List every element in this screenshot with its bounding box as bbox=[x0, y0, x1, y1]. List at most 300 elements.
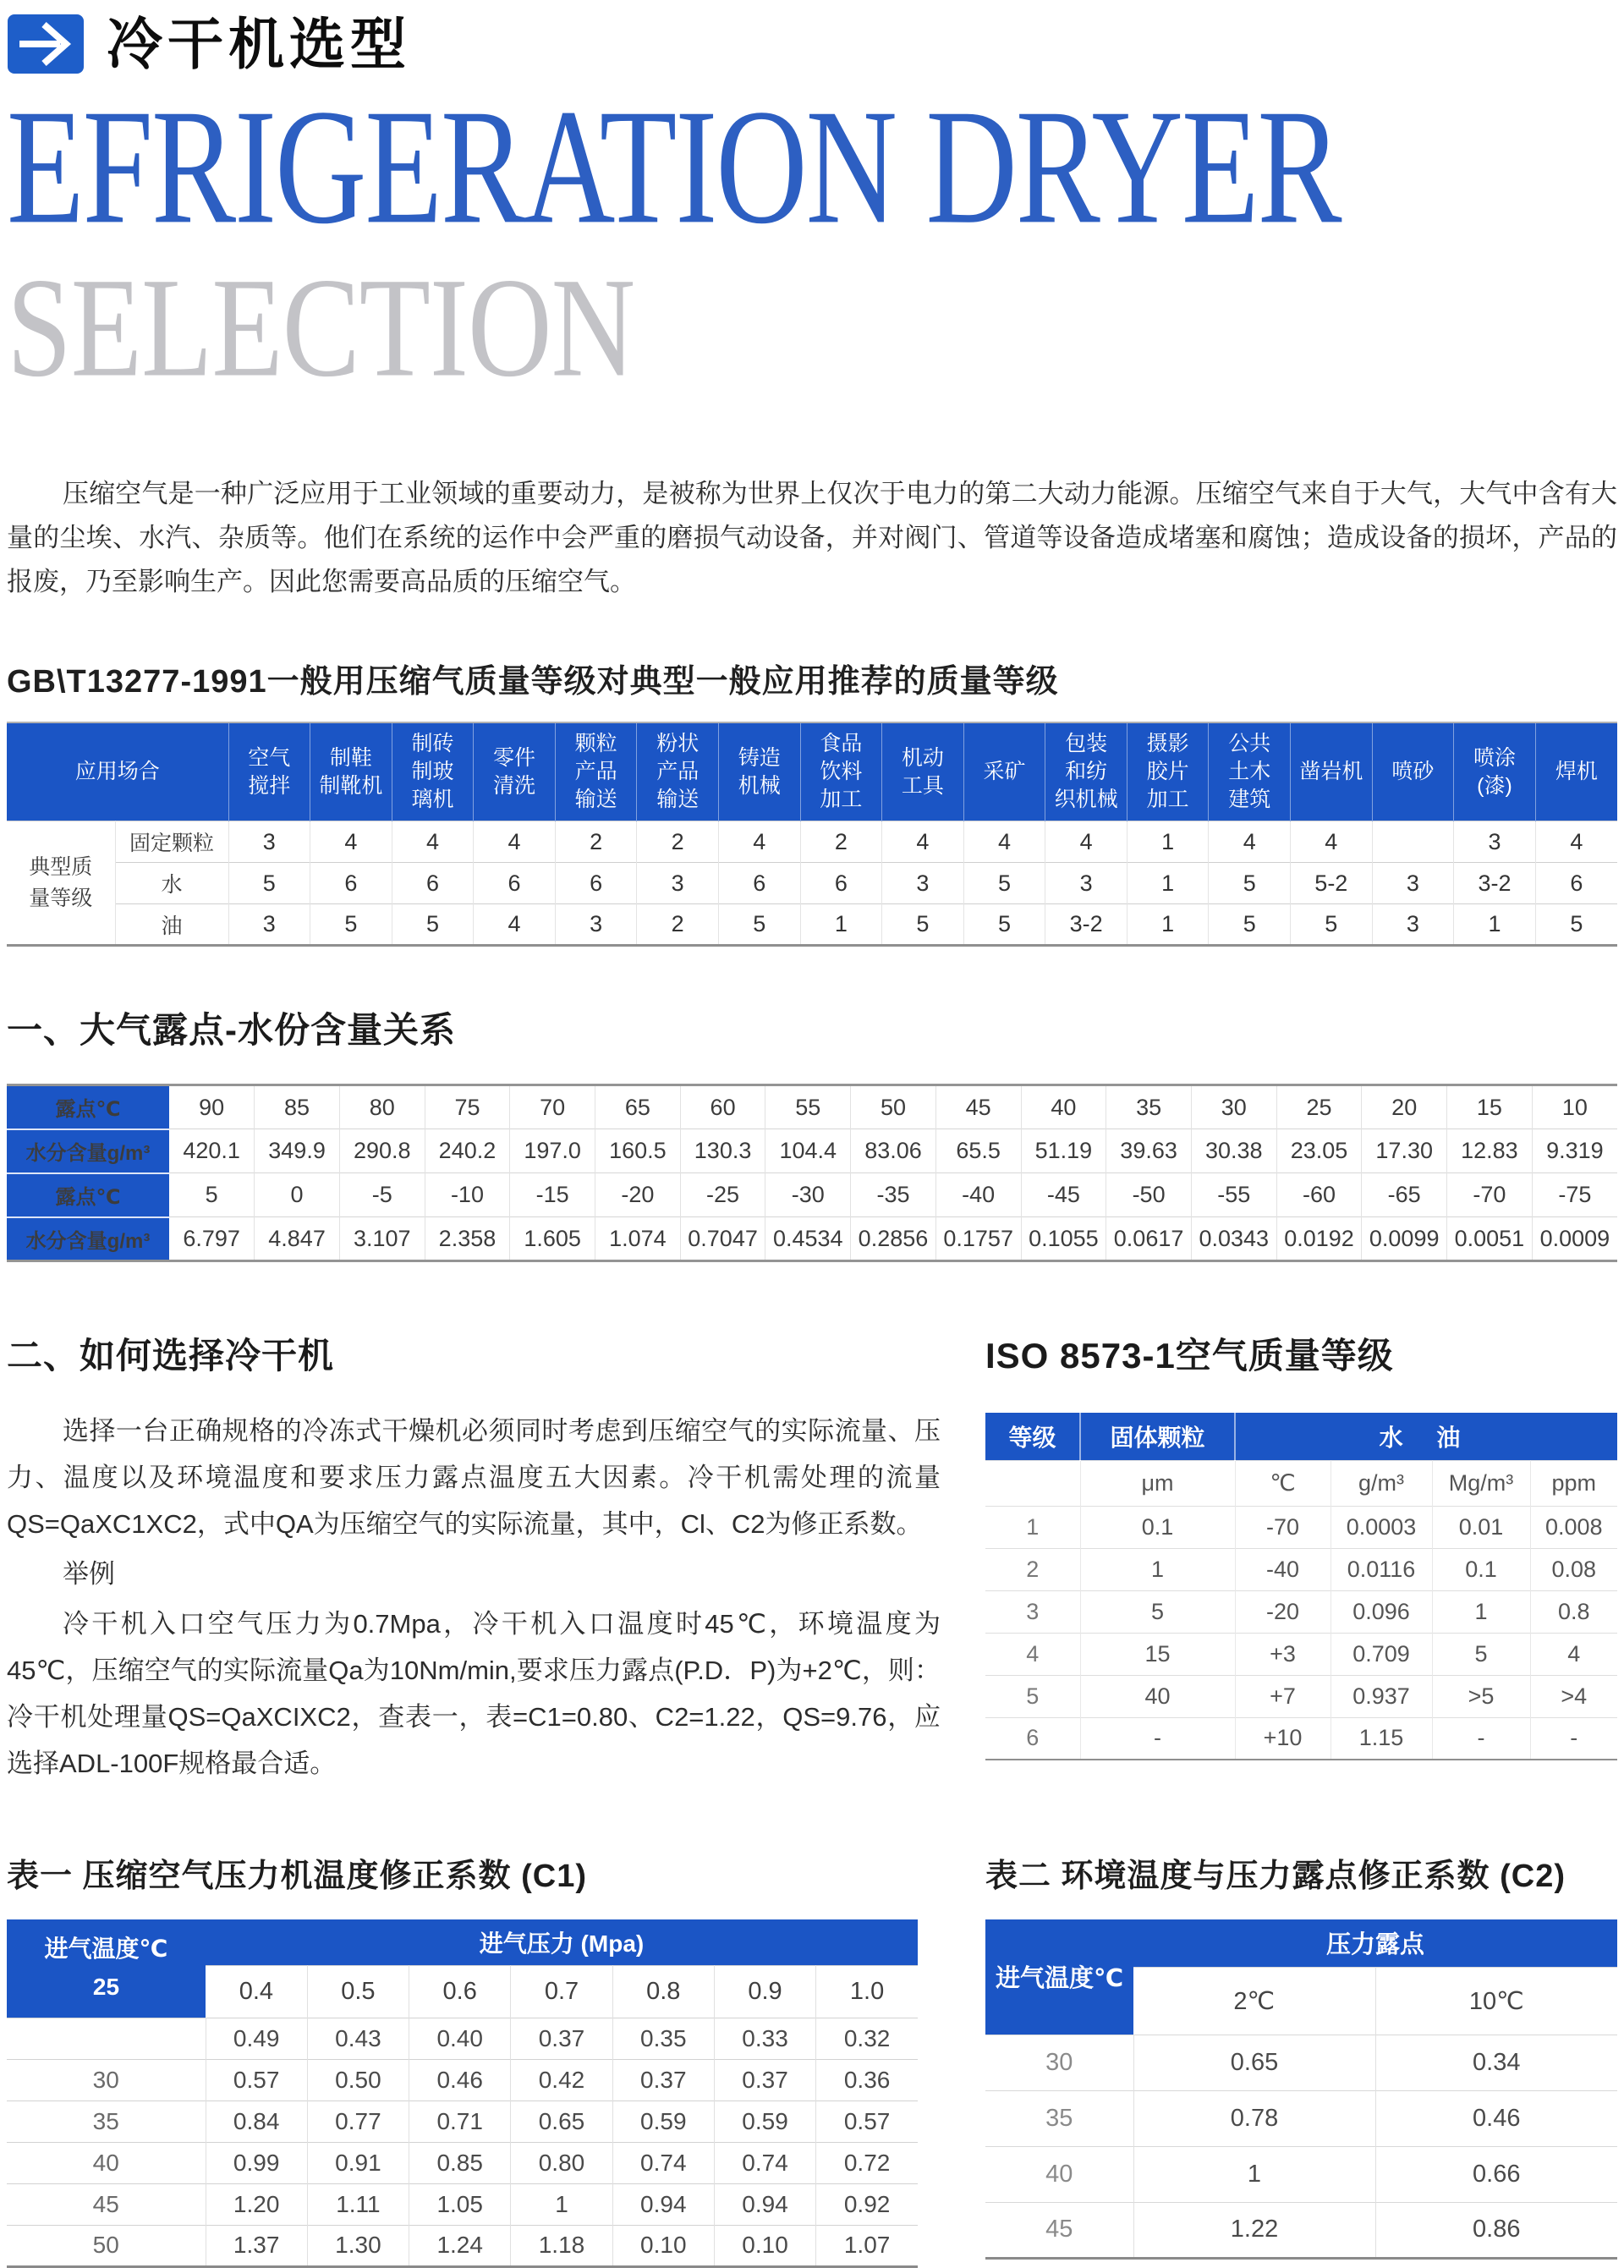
dewpoint-value-cell: -25 bbox=[680, 1173, 765, 1217]
dewpoint-value-cell: 197.0 bbox=[510, 1129, 595, 1173]
dewpoint-value-cell: 51.19 bbox=[1021, 1129, 1106, 1173]
t1-value-cell: 0.59 bbox=[612, 2101, 714, 2142]
gb-value-cell: 6 bbox=[718, 863, 800, 904]
dewpoint-value-cell: 0.2856 bbox=[851, 1217, 936, 1261]
dewpoint-value-cell: 0 bbox=[255, 1173, 340, 1217]
dewpoint-value-cell: 1.605 bbox=[510, 1217, 595, 1261]
dewpoint-value-cell: 75 bbox=[425, 1085, 510, 1129]
iso-value-cell: 4 bbox=[1530, 1633, 1617, 1675]
t1-value-cell: 1.24 bbox=[409, 2225, 511, 2266]
gb-column-header: 空气 搅拌 bbox=[228, 722, 310, 821]
t1-value-cell: 0.74 bbox=[612, 2142, 714, 2183]
table-row bbox=[985, 1590, 1617, 1633]
gb-column-header: 零件 清洗 bbox=[474, 722, 556, 821]
table-row bbox=[7, 1173, 1617, 1217]
gb-value-cell: 2 bbox=[800, 821, 882, 863]
gb-corner-cell: 应用场合 bbox=[7, 722, 228, 821]
table-row bbox=[7, 2183, 918, 2225]
gb-value-cell: 4 bbox=[1209, 821, 1291, 863]
arrow-right-icon bbox=[7, 14, 85, 74]
gb-value-cell: 4 bbox=[718, 821, 800, 863]
dewpoint-value-cell: 39.63 bbox=[1106, 1129, 1192, 1173]
gb-value-cell: 3 bbox=[637, 863, 719, 904]
t1-value-cell: 0.94 bbox=[612, 2183, 714, 2225]
iso-value-cell: 0.1 bbox=[1080, 1506, 1235, 1548]
section1-title: 一、大气露点-水份含量关系 bbox=[7, 1010, 456, 1050]
gb-value-cell: 5 bbox=[1209, 904, 1291, 946]
dewpoint-value-cell: 30.38 bbox=[1191, 1129, 1276, 1173]
title-english-line2: SELECTION bbox=[7, 248, 635, 407]
table-row bbox=[7, 1919, 918, 1965]
gb-row-label: 固定颗粒 bbox=[115, 821, 228, 863]
t1-value-cell: 0.80 bbox=[511, 2142, 612, 2183]
table-row bbox=[985, 1633, 1617, 1675]
gb-row-label: 水 bbox=[115, 863, 228, 904]
t1-value-cell: 0.43 bbox=[307, 2018, 409, 2059]
gb-column-header: 食品 饮料 加工 bbox=[800, 722, 882, 821]
t2-value-cell: 0.34 bbox=[1375, 2035, 1617, 2090]
t1-value-cell: 0.42 bbox=[511, 2059, 612, 2101]
t1-value-cell: 0.71 bbox=[409, 2101, 511, 2142]
gb-value-cell: 3 bbox=[1045, 863, 1127, 904]
selection-paragraph: 选择一台正确规格的冷冻式干燥机必须同时考虑到压缩空气的实际流量、压力、温度以及环境温度和要求压力露点温度五大因素。冷干机需处理的流量QS=QaXC1XC2，式中QA为压缩空气的实际流量，其中，Cl、C2为修正系数。 bbox=[7, 1416, 941, 1539]
t2-temp-label: 35 bbox=[985, 2090, 1133, 2146]
dewpoint-value-cell: 45 bbox=[935, 1085, 1021, 1129]
dewpoint-value-cell: 2.358 bbox=[425, 1217, 510, 1261]
dewpoint-value-cell: -15 bbox=[510, 1173, 595, 1217]
gb-column-header: 制鞋 制靴机 bbox=[310, 722, 392, 821]
iso-value-cell: 0.008 bbox=[1530, 1506, 1617, 1548]
iso-value-cell: +10 bbox=[1235, 1717, 1330, 1760]
t1-value-cell: 0.36 bbox=[816, 2059, 918, 2101]
t1-value-cell: 1.11 bbox=[307, 2183, 409, 2225]
dewpoint-value-cell: 35 bbox=[1106, 1085, 1192, 1129]
iso-value-cell: 0.0003 bbox=[1330, 1506, 1432, 1548]
t1-pressure-cell: 1.0 bbox=[816, 1965, 918, 2018]
gb-value-cell: 5 bbox=[963, 863, 1045, 904]
gb-value-cell: 4 bbox=[1291, 821, 1373, 863]
t2-dewpoint-cell: 2℃ bbox=[1133, 1967, 1375, 2035]
iso-value-cell: 0.709 bbox=[1330, 1633, 1432, 1675]
dewpoint-value-cell: 12.83 bbox=[1447, 1129, 1533, 1173]
t1-value-cell: 0.74 bbox=[714, 2142, 815, 2183]
gb-value-cell: 2 bbox=[555, 821, 637, 863]
dewpoint-value-cell: 4.847 bbox=[255, 1217, 340, 1261]
t1-pressure-cell: 0.4 bbox=[206, 1965, 307, 2018]
iso-value-cell: >4 bbox=[1530, 1675, 1617, 1717]
gb-column-header: 粉状 产品 输送 bbox=[637, 722, 719, 821]
t1-pressure-cell: 0.6 bbox=[409, 1965, 511, 2018]
example-paragraph: 冷干机入口空气压力为0.7Mpa，冷干机入口温度时45℃，环境温度为45℃，压缩空气的实际流量Qa为10Nm/min,要求压力露点(P.D．P)为+2℃，则：冷干机处理量QS=QaXCIXC2，查表一，表=C1=0.80、C2=1.22，QS=9.76，应选择ADL-100F规格最合适。 bbox=[7, 1609, 941, 1778]
dewpoint-value-cell: 0.4534 bbox=[765, 1217, 851, 1261]
title-english-line1: EFRIGERATION DRYER bbox=[7, 75, 1341, 259]
dewpoint-row-label: 水分含量g/m³ bbox=[7, 1217, 169, 1261]
dewpoint-table bbox=[7, 1084, 1617, 1262]
t1-value-cell: 1.30 bbox=[307, 2225, 409, 2266]
iso-particles-header: 固体颗粒 bbox=[1080, 1413, 1235, 1460]
iso-quality-table bbox=[985, 1413, 1617, 1760]
gb-value-cell: 1 bbox=[1127, 904, 1209, 946]
gb-value-cell: 5 bbox=[963, 904, 1045, 946]
t1-value-cell: 0.59 bbox=[714, 2101, 815, 2142]
t1-value-cell: 0.77 bbox=[307, 2101, 409, 2142]
t1-temp-label bbox=[7, 2018, 206, 2059]
gb-value-cell: 1 bbox=[1127, 863, 1209, 904]
gb-value-cell: 3 bbox=[882, 863, 964, 904]
t1-pressure-cell: 0.8 bbox=[612, 1965, 714, 2018]
t1-value-cell: 0.57 bbox=[206, 2059, 307, 2101]
dewpoint-value-cell: 3.107 bbox=[339, 1217, 425, 1261]
dewpoint-value-cell: -65 bbox=[1362, 1173, 1447, 1217]
table-row bbox=[7, 2101, 918, 2142]
dewpoint-value-cell: 349.9 bbox=[255, 1129, 340, 1173]
gb-value-cell: 4 bbox=[882, 821, 964, 863]
c1-column bbox=[7, 1849, 918, 2268]
t2-value-cell: 0.46 bbox=[1375, 2090, 1617, 2146]
t1-value-cell: 0.35 bbox=[612, 2018, 714, 2059]
table-row bbox=[985, 1717, 1617, 1760]
dewpoint-value-cell: -10 bbox=[425, 1173, 510, 1217]
dewpoint-value-cell: 55 bbox=[765, 1085, 851, 1129]
t2-value-cell: 0.66 bbox=[1375, 2146, 1617, 2202]
gb-value-cell: 6 bbox=[392, 863, 474, 904]
dewpoint-value-cell: 1.074 bbox=[595, 1217, 681, 1261]
dewpoint-row-label: 露点℃ bbox=[7, 1085, 169, 1129]
t2-temp-label: 45 bbox=[985, 2202, 1133, 2258]
iso-table-title: ISO 8573-1空气质量等级 bbox=[985, 1336, 1394, 1376]
t1-value-cell: 0.37 bbox=[511, 2018, 612, 2059]
gb-column-header: 包装 和纺 织机械 bbox=[1045, 722, 1127, 821]
dewpoint-value-cell: -45 bbox=[1021, 1173, 1106, 1217]
iso-value-cell: -70 bbox=[1235, 1506, 1330, 1548]
t1-value-cell: 0.91 bbox=[307, 2142, 409, 2183]
selection-guide-column bbox=[7, 1328, 941, 1787]
dewpoint-value-cell: 85 bbox=[255, 1085, 340, 1129]
gb-value-cell: 3 bbox=[1372, 863, 1454, 904]
dewpoint-value-cell: 0.7047 bbox=[680, 1217, 765, 1261]
dewpoint-value-cell: 40 bbox=[1021, 1085, 1106, 1129]
dewpoint-value-cell: 6.797 bbox=[169, 1217, 255, 1261]
t1-value-cell: 0.46 bbox=[409, 2059, 511, 2101]
iso-value-cell: 0.1 bbox=[1432, 1548, 1530, 1590]
dewpoint-value-cell: 20 bbox=[1362, 1085, 1447, 1129]
t1-temp-label: 30 bbox=[7, 2059, 206, 2101]
dewpoint-value-cell: 9.319 bbox=[1532, 1129, 1617, 1173]
gb-value-cell: 6 bbox=[555, 863, 637, 904]
iso-value-cell: -40 bbox=[1235, 1548, 1330, 1590]
dewpoint-value-cell: 65 bbox=[595, 1085, 681, 1129]
gb-value-cell: 5 bbox=[228, 863, 310, 904]
bottom-columns bbox=[7, 1849, 1617, 2268]
dewpoint-value-cell: 0.0009 bbox=[1532, 1217, 1617, 1261]
t1-pressure-cell: 0.9 bbox=[714, 1965, 815, 2018]
dewpoint-value-cell: 0.0617 bbox=[1106, 1217, 1192, 1261]
gb-value-cell: 2 bbox=[637, 904, 719, 946]
gb-value-cell: 5 bbox=[310, 904, 392, 946]
iso-value-cell: 0.8 bbox=[1530, 1590, 1617, 1633]
dewpoint-value-cell: 0.0051 bbox=[1447, 1217, 1533, 1261]
table-row bbox=[7, 863, 1617, 904]
table-row bbox=[985, 2146, 1617, 2202]
gb-column-header: 焊机 bbox=[1535, 722, 1617, 821]
t1-value-cell: 0.40 bbox=[409, 2018, 511, 2059]
t1-value-cell: 0.10 bbox=[714, 2225, 815, 2266]
t1-value-cell: 0.65 bbox=[511, 2101, 612, 2142]
iso-value-cell: -20 bbox=[1235, 1590, 1330, 1633]
dewpoint-value-cell: 65.5 bbox=[935, 1129, 1021, 1173]
gb-value-cell: 5 bbox=[718, 904, 800, 946]
table-row bbox=[7, 1129, 1617, 1173]
t1-value-cell: 0.72 bbox=[816, 2142, 918, 2183]
t2-dewpoint-cell: 10℃ bbox=[1375, 1967, 1617, 2035]
dewpoint-value-cell: 5 bbox=[169, 1173, 255, 1217]
iso-value-cell: - bbox=[1530, 1717, 1617, 1760]
table-row bbox=[985, 2035, 1617, 2090]
gb-value-cell: 3 bbox=[228, 904, 310, 946]
dewpoint-value-cell: 60 bbox=[680, 1085, 765, 1129]
dewpoint-value-cell: 25 bbox=[1276, 1085, 1362, 1129]
gb-value-cell: 6 bbox=[474, 863, 556, 904]
iso-value-cell: 0.08 bbox=[1530, 1548, 1617, 1590]
t2-value-cell: 1.22 bbox=[1133, 2202, 1375, 2258]
t1-temp-label: 35 bbox=[7, 2101, 206, 2142]
dewpoint-value-cell: -20 bbox=[595, 1173, 681, 1217]
middle-columns bbox=[7, 1328, 1617, 1787]
gb-row-label: 油 bbox=[115, 904, 228, 946]
gb-column-header: 铸造 机械 bbox=[718, 722, 800, 821]
t1-value-cell: 0.85 bbox=[409, 2142, 511, 2183]
intro-paragraph: 压缩空气是一种广泛应用于工业领域的重要动力，是被称为世界上仅次于电力的第二大动力能源。压缩空气来自于大气，大气中含有大量的尘埃、水汽、杂质等。他们在系统的运作中会严重的磨损气动设备，并对阀门、管道等设备造成堵塞和腐蚀；造成设备的损坏，产品的报废，乃至影响生产。因此您需要高品质的压缩空气。 bbox=[7, 479, 1617, 596]
dewpoint-value-cell: -60 bbox=[1276, 1173, 1362, 1217]
table-row bbox=[7, 904, 1617, 946]
gb-column-header: 摄影 胶片 加工 bbox=[1127, 722, 1209, 821]
t1-value-cell: 1.07 bbox=[816, 2225, 918, 2266]
table-row bbox=[7, 1217, 1617, 1261]
table-row bbox=[7, 2142, 918, 2183]
dewpoint-value-cell: 0.1055 bbox=[1021, 1217, 1106, 1261]
gb-value-cell: 4 bbox=[474, 904, 556, 946]
t2-value-cell: 1 bbox=[1133, 2146, 1375, 2202]
gb-value-cell: 4 bbox=[310, 821, 392, 863]
page-title: 冷干机选型 bbox=[107, 13, 411, 75]
dewpoint-value-cell: 0.0192 bbox=[1276, 1217, 1362, 1261]
iso-value-cell: 4 bbox=[985, 1633, 1080, 1675]
gb-value-cell: 3 bbox=[1372, 904, 1454, 946]
dewpoint-value-cell: 90 bbox=[169, 1085, 255, 1129]
dewpoint-value-cell: 10 bbox=[1532, 1085, 1617, 1129]
gb-column-header: 喷涂 (漆) bbox=[1454, 722, 1536, 821]
t2-value-cell: 0.78 bbox=[1133, 2090, 1375, 2146]
iso-column bbox=[985, 1328, 1617, 1760]
section2-title: 二、如何选择冷干机 bbox=[7, 1336, 335, 1376]
t2-temp-label: 30 bbox=[985, 2035, 1133, 2090]
gb-value-cell: 1 bbox=[1127, 821, 1209, 863]
dewpoint-value-cell: 50 bbox=[851, 1085, 936, 1129]
table-row bbox=[985, 2090, 1617, 2146]
page-header bbox=[7, 0, 1617, 81]
t1-value-cell: 0.50 bbox=[307, 2059, 409, 2101]
t1-value-cell: 0.99 bbox=[206, 2142, 307, 2183]
dewpoint-value-cell: 420.1 bbox=[169, 1129, 255, 1173]
t1-value-cell: 1.05 bbox=[409, 2183, 511, 2225]
iso-unit-cell: Mg/m³ bbox=[1432, 1460, 1530, 1506]
iso-value-cell: 5 bbox=[1432, 1633, 1530, 1675]
gb-value-cell: 4 bbox=[1045, 821, 1127, 863]
iso-value-cell: 6 bbox=[985, 1717, 1080, 1760]
table-row bbox=[985, 1548, 1617, 1590]
iso-unit-cell: μm bbox=[1080, 1460, 1235, 1506]
gb-column-header: 公共 土木 建筑 bbox=[1209, 722, 1291, 821]
gb-table-title: GB\T13277-1991一般用压缩气质量等级对典型一般应用推荐的质量等级 bbox=[7, 664, 1059, 700]
t1-value-cell: 0.33 bbox=[714, 2018, 815, 2059]
dewpoint-value-cell: 30 bbox=[1191, 1085, 1276, 1129]
gb-column-header: 凿岩机 bbox=[1291, 722, 1373, 821]
iso-value-cell: 0.937 bbox=[1330, 1675, 1432, 1717]
dewpoint-value-cell: 83.06 bbox=[851, 1129, 936, 1173]
gb-value-cell: 5 bbox=[1291, 904, 1373, 946]
iso-unit-cell: ppm bbox=[1530, 1460, 1617, 1506]
gb-value-cell: 1 bbox=[1454, 904, 1536, 946]
c2-column bbox=[985, 1849, 1617, 2260]
dewpoint-value-cell: -30 bbox=[765, 1173, 851, 1217]
table-row bbox=[985, 1919, 1617, 1967]
c1-correction-table bbox=[7, 1919, 918, 2268]
iso-value-cell: 1 bbox=[985, 1506, 1080, 1548]
table-row bbox=[7, 722, 1617, 821]
dewpoint-value-cell: -5 bbox=[339, 1173, 425, 1217]
gb-column-header: 颗粒 产品 输送 bbox=[555, 722, 637, 821]
t1-temp-label: 45 bbox=[7, 2183, 206, 2225]
iso-value-cell: 2 bbox=[985, 1548, 1080, 1590]
iso-water-oil-header: 水 油 bbox=[1235, 1413, 1617, 1460]
dewpoint-value-cell: -40 bbox=[935, 1173, 1021, 1217]
gb-value-cell bbox=[1372, 821, 1454, 863]
gb-value-cell: 4 bbox=[963, 821, 1045, 863]
dewpoint-row-label: 露点℃ bbox=[7, 1173, 169, 1217]
gb-row-group-label: 典型质量等级 bbox=[7, 821, 115, 946]
gb-value-cell: 3-2 bbox=[1454, 863, 1536, 904]
iso-value-cell: >5 bbox=[1432, 1675, 1530, 1717]
iso-value-cell: 40 bbox=[1080, 1675, 1235, 1717]
t1-pressure-cell: 0.7 bbox=[511, 1965, 612, 2018]
gb-value-cell: 4 bbox=[392, 821, 474, 863]
gb-quality-table bbox=[7, 722, 1617, 947]
iso-value-cell: 0.01 bbox=[1432, 1506, 1530, 1548]
iso-value-cell: 0.0116 bbox=[1330, 1548, 1432, 1590]
table-row bbox=[985, 1460, 1617, 1506]
t1-value-cell: 0.10 bbox=[612, 2225, 714, 2266]
t1-pressure-header: 进气压力 (Mpa) bbox=[206, 1919, 918, 1965]
dewpoint-value-cell: 23.05 bbox=[1276, 1129, 1362, 1173]
table-row bbox=[985, 2202, 1617, 2258]
iso-value-cell: 0.096 bbox=[1330, 1590, 1432, 1633]
gb-value-cell: 4 bbox=[474, 821, 556, 863]
gb-column-header: 喷砂 bbox=[1372, 722, 1454, 821]
t1-value-cell: 0.49 bbox=[206, 2018, 307, 2059]
dewpoint-value-cell: 15 bbox=[1447, 1085, 1533, 1129]
gb-value-cell: 3 bbox=[555, 904, 637, 946]
gb-value-cell: 5 bbox=[1535, 904, 1617, 946]
gb-value-cell: 4 bbox=[1535, 821, 1617, 863]
dewpoint-row-label: 水分含量g/m³ bbox=[7, 1129, 169, 1173]
t1-value-cell: 0.84 bbox=[206, 2101, 307, 2142]
gb-value-cell: 2 bbox=[637, 821, 719, 863]
gb-value-cell: 5 bbox=[1209, 863, 1291, 904]
dewpoint-value-cell: 17.30 bbox=[1362, 1129, 1447, 1173]
dewpoint-value-cell: 80 bbox=[339, 1085, 425, 1129]
table-row bbox=[985, 1675, 1617, 1717]
iso-value-cell: 3 bbox=[985, 1590, 1080, 1633]
table-row bbox=[985, 1413, 1617, 1460]
t1-value-cell: 0.57 bbox=[816, 2101, 918, 2142]
t2-value-cell: 0.86 bbox=[1375, 2202, 1617, 2258]
t2-corner-cell: 进气温度℃ bbox=[985, 1919, 1133, 2035]
gb-column-header: 制砖 制玻 璃机 bbox=[392, 722, 474, 821]
table1-title: 表一 压缩空气压力机温度修正系数 (C1) bbox=[7, 1859, 588, 1894]
t1-value-cell: 1.37 bbox=[206, 2225, 307, 2266]
iso-unit-cell: g/m³ bbox=[1330, 1460, 1432, 1506]
dewpoint-value-cell: 160.5 bbox=[595, 1129, 681, 1173]
iso-value-cell: - bbox=[1080, 1717, 1235, 1760]
dewpoint-value-cell: 0.1757 bbox=[935, 1217, 1021, 1261]
iso-value-cell: 15 bbox=[1080, 1633, 1235, 1675]
t1-value-cell: 0.94 bbox=[714, 2183, 815, 2225]
t1-value-cell: 0.37 bbox=[612, 2059, 714, 2101]
table-row bbox=[7, 821, 1617, 863]
gb-value-cell: 6 bbox=[800, 863, 882, 904]
t1-pressure-cell: 0.5 bbox=[307, 1965, 409, 2018]
iso-value-cell: 1 bbox=[1080, 1548, 1235, 1590]
example-label: 举例 bbox=[63, 1559, 115, 1589]
table-row bbox=[7, 2225, 918, 2266]
iso-value-cell: 1 bbox=[1432, 1590, 1530, 1633]
gb-value-cell: 3-2 bbox=[1045, 904, 1127, 946]
gb-value-cell: 3 bbox=[1454, 821, 1536, 863]
dewpoint-value-cell: 0.0099 bbox=[1362, 1217, 1447, 1261]
iso-value-cell: - bbox=[1432, 1717, 1530, 1760]
gb-value-cell: 5 bbox=[392, 904, 474, 946]
iso-value-cell: 5 bbox=[1080, 1590, 1235, 1633]
dewpoint-value-cell: 290.8 bbox=[339, 1129, 425, 1173]
dewpoint-value-cell: -50 bbox=[1106, 1173, 1192, 1217]
gb-value-cell: 1 bbox=[800, 904, 882, 946]
dewpoint-value-cell: 70 bbox=[510, 1085, 595, 1129]
dewpoint-value-cell: -55 bbox=[1191, 1173, 1276, 1217]
dewpoint-value-cell: 0.0343 bbox=[1191, 1217, 1276, 1261]
iso-value-cell: 5 bbox=[985, 1675, 1080, 1717]
gb-value-cell: 5-2 bbox=[1291, 863, 1373, 904]
iso-unit-cell bbox=[985, 1460, 1080, 1506]
t2-temp-label: 40 bbox=[985, 2146, 1133, 2202]
t1-temp-label: 40 bbox=[7, 2142, 206, 2183]
gb-value-cell: 3 bbox=[228, 821, 310, 863]
dewpoint-value-cell: 130.3 bbox=[680, 1129, 765, 1173]
t1-value-cell: 0.32 bbox=[816, 2018, 918, 2059]
t1-value-cell: 0.37 bbox=[714, 2059, 815, 2101]
dewpoint-value-cell: -75 bbox=[1532, 1173, 1617, 1217]
t1-corner-cell: 进气温度℃ 25 bbox=[7, 1919, 206, 2018]
iso-value-cell: 1.15 bbox=[1330, 1717, 1432, 1760]
gb-column-header: 机动 工具 bbox=[882, 722, 964, 821]
t1-value-cell: 1.20 bbox=[206, 2183, 307, 2225]
t2-dewpoint-header: 压力露点 bbox=[1133, 1919, 1617, 1967]
t1-value-cell: 1.18 bbox=[511, 2225, 612, 2266]
gb-value-cell: 6 bbox=[1535, 863, 1617, 904]
t1-value-cell: 1 bbox=[511, 2183, 612, 2225]
gb-value-cell: 5 bbox=[882, 904, 964, 946]
gb-value-cell: 6 bbox=[310, 863, 392, 904]
dewpoint-value-cell: 240.2 bbox=[425, 1129, 510, 1173]
